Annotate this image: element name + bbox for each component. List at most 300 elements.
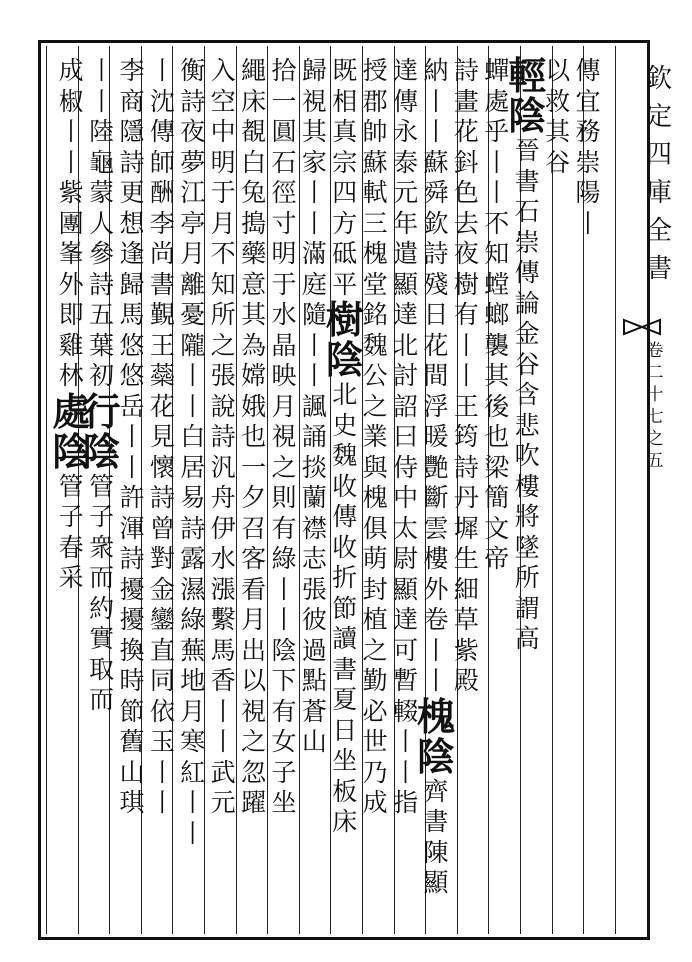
text-char: 明: [271, 239, 297, 268]
margin-char: 之: [646, 429, 664, 449]
text-char: 永: [393, 117, 419, 146]
text-char: 坐: [271, 788, 297, 817]
margin-char: 卷: [646, 341, 664, 361]
text-char: 丨: [210, 727, 236, 756]
text-char: 五: [89, 300, 115, 329]
text-char: 詩: [119, 544, 145, 573]
text-char: 覲: [149, 300, 175, 329]
text-char: 指: [393, 788, 419, 817]
text-char: 月: [180, 239, 206, 268]
heading-char: 陰: [417, 733, 456, 779]
text-char: 視: [271, 422, 297, 451]
text-char: 魏: [332, 441, 358, 470]
text-char: 岳: [119, 391, 145, 421]
text-char: 丨: [149, 56, 175, 85]
text-char: 傳: [393, 86, 419, 116]
text-char: 嫦: [241, 361, 267, 390]
text-char: 志: [301, 544, 327, 573]
text-char: 琪: [119, 788, 145, 817]
text-column-14: [178, 56, 208, 849]
text-char: 丨: [180, 361, 206, 390]
heading-char: 樹: [325, 297, 364, 342]
text-char: 成: [362, 788, 388, 817]
text-char: 中: [210, 117, 236, 146]
text-char: 知: [484, 239, 510, 268]
text-char: 丨: [119, 452, 145, 482]
column-rule: [46, 46, 47, 934]
text-char: 舟: [210, 483, 236, 512]
text-char: 看: [241, 574, 267, 604]
text-char: 論: [514, 288, 540, 318]
text-char: 石: [514, 197, 540, 226]
text-char: 馬: [119, 300, 145, 329]
text-char: 高: [514, 624, 540, 653]
text-char: 墜: [514, 532, 540, 562]
text-char: 掞: [301, 452, 327, 482]
fish-tail-mark-icon: [622, 318, 662, 336]
text-char: 不: [210, 239, 236, 268]
text-char: 色: [453, 178, 479, 207]
text-char: 平: [332, 269, 358, 299]
text-char: 暖: [423, 422, 449, 451]
text-char: 之: [362, 391, 388, 421]
text-char: 子: [271, 757, 297, 787]
text-char: 伊: [210, 513, 236, 543]
text-char: 渾: [119, 513, 145, 543]
text-char: 救: [545, 86, 571, 116]
text-char: 蘂: [149, 361, 175, 390]
text-char: 墀: [453, 513, 479, 543]
text-char: 太: [393, 513, 419, 543]
text-char: 李: [119, 56, 145, 85]
margin-char: 定: [645, 102, 672, 132]
text-char: 詩: [180, 513, 206, 543]
text-char: 丨: [271, 605, 297, 634]
text-char: 悠: [119, 330, 145, 360]
text-char: 泰: [393, 147, 419, 177]
text-char: 書: [149, 269, 175, 299]
text-char: 欽: [423, 208, 449, 238]
text-char: 丨: [149, 757, 175, 787]
text-char: 王: [453, 391, 479, 421]
text-char: 紫: [453, 635, 479, 665]
text-char: 不: [484, 208, 510, 238]
text-char: 鈄: [453, 147, 479, 177]
text-char: 香: [210, 666, 236, 695]
text-char: 于: [210, 178, 236, 207]
text-char: 節: [332, 593, 358, 623]
text-char: 襲: [484, 330, 510, 360]
text-char: 坐: [332, 746, 358, 775]
text-char: 于: [271, 269, 297, 299]
text-char: 詔: [393, 391, 419, 421]
text-char: 一: [271, 86, 297, 116]
text-char: 崇: [575, 147, 601, 177]
text-char: 谷: [545, 147, 571, 177]
text-char: 說: [210, 391, 236, 421]
text-char: 夕: [241, 483, 267, 512]
text-char: 其: [241, 300, 267, 329]
text-char: 月: [271, 391, 297, 421]
text-char: 其: [301, 117, 327, 146]
text-char: 月: [241, 605, 267, 634]
text-char: 之: [362, 635, 388, 665]
text-char: 水: [210, 544, 236, 573]
text-char: 丨: [89, 86, 115, 116]
text-char: 綠: [271, 544, 297, 573]
text-char: 實: [89, 624, 115, 653]
text-column-8: [360, 56, 390, 819]
text-char: 丨: [301, 361, 327, 390]
heading-char: 陰: [82, 428, 121, 474]
text-column-4: [482, 56, 512, 575]
text-char: 歸: [301, 56, 327, 85]
text-char: 白: [180, 422, 206, 451]
text-char: 映: [271, 361, 297, 390]
text-char: 丨: [484, 178, 510, 207]
text-char: 亭: [180, 208, 206, 238]
text-char: 擾: [119, 605, 145, 634]
heading-char: 輕: [508, 53, 547, 98]
text-char: 樓: [514, 471, 540, 501]
text-char: 書: [514, 166, 540, 196]
text-char: 彼: [301, 605, 327, 634]
text-char: 視: [301, 86, 327, 116]
text-char: 簡: [484, 483, 510, 512]
text-char: 花: [423, 330, 449, 360]
text-char: 顯: [393, 269, 419, 299]
text-char: 對: [149, 544, 175, 573]
text-column-18: [52, 56, 91, 594]
text-char: 相: [332, 86, 358, 116]
text-char: 軾: [362, 178, 388, 207]
text-char: 擾: [119, 574, 145, 604]
text-char: 雞: [58, 330, 84, 360]
text-char: 花: [453, 117, 479, 146]
heading-char: 陰: [52, 428, 91, 474]
text-char: 授: [362, 56, 388, 85]
text-char: 直: [149, 635, 175, 665]
text-char: 之: [210, 330, 236, 360]
text-char: 謂: [514, 593, 540, 623]
text-char: 成: [58, 56, 84, 85]
text-char: 也: [484, 422, 510, 451]
text-char: 即: [58, 300, 84, 329]
text-char: 出: [241, 635, 267, 665]
text-char: 取: [89, 654, 115, 684]
text-char: 間: [423, 361, 449, 390]
text-char: 四: [332, 178, 358, 207]
text-char: 乎: [484, 117, 510, 146]
text-char: 知: [210, 269, 236, 299]
text-char: 時: [119, 666, 145, 695]
text-char: 帝: [484, 544, 510, 573]
text-char: 帥: [362, 117, 388, 146]
text-char: 點: [301, 666, 327, 695]
margin-title: [640, 60, 678, 288]
text-char: 地: [180, 666, 206, 695]
text-char: 明: [210, 147, 236, 177]
text-char: 艷: [423, 452, 449, 482]
margin-char: 四: [645, 140, 672, 170]
column-rule: [615, 46, 616, 934]
text-char: 江: [180, 178, 206, 207]
margin-char: 七: [646, 407, 664, 427]
text-char: 輟: [393, 696, 419, 726]
text-char: 襟: [301, 513, 327, 543]
text-char: 蘇: [362, 147, 388, 177]
text-char: 砥: [332, 239, 358, 268]
text-char: 采: [58, 563, 84, 592]
text-char: 換: [119, 635, 145, 665]
text-char: 寸: [271, 208, 297, 238]
text-char: 讀: [332, 624, 358, 653]
text-char: 夜: [453, 239, 479, 268]
text-char: 板: [332, 776, 358, 806]
text-char: 視: [241, 696, 267, 726]
text-char: 所: [210, 300, 236, 329]
text-column-13: [208, 56, 238, 819]
margin-char: 全: [645, 216, 672, 246]
text-char: 丨: [393, 727, 419, 756]
text-char: 丨: [423, 635, 449, 665]
text-char: 傳: [332, 502, 358, 531]
text-char: 必: [362, 696, 388, 726]
text-column-15: [147, 56, 177, 819]
text-char: 隴: [180, 330, 206, 360]
text-char: 丨: [301, 178, 327, 207]
text-char: 丨: [58, 147, 84, 177]
text-char: 晶: [271, 330, 297, 360]
text-char: 節: [119, 696, 145, 726]
text-char: 白: [241, 147, 267, 177]
text-char: 書: [332, 654, 358, 684]
text-char: 銘: [362, 300, 388, 329]
text-char: 依: [149, 696, 175, 726]
text-char: 之: [241, 727, 267, 756]
text-char: 想: [119, 208, 145, 238]
text-char: 卷: [423, 605, 449, 634]
text-char: 以: [241, 666, 267, 695]
text-char: 三: [362, 208, 388, 238]
text-char: 萌: [362, 544, 388, 573]
margin-char: 五: [646, 451, 664, 471]
text-char: 管: [58, 471, 84, 501]
text-char: 尚: [149, 239, 175, 268]
text-char: 歸: [119, 269, 145, 299]
text-char: 梁: [484, 452, 510, 482]
text-char: 達: [393, 56, 419, 85]
text-char: 達: [393, 300, 419, 329]
text-char: 蒼: [301, 696, 327, 726]
text-char: 宗: [332, 147, 358, 177]
text-char: 暫: [393, 666, 419, 695]
text-char: 玉: [149, 727, 175, 756]
text-char: 過: [301, 635, 327, 665]
text-char: 既: [332, 56, 358, 85]
column-rule: [552, 46, 553, 934]
text-char: 花: [149, 391, 175, 421]
text-column-2: [543, 56, 573, 178]
text-char: 詩: [119, 147, 145, 177]
text-column-5: [451, 56, 481, 697]
text-char: 舜: [423, 178, 449, 207]
text-char: 樹: [453, 269, 479, 299]
text-char: 收: [332, 532, 358, 562]
text-char: 詩: [423, 239, 449, 268]
text-char: 外: [423, 574, 449, 604]
text-char: 管: [89, 471, 115, 501]
text-char: 務: [575, 117, 601, 146]
text-char: 則: [271, 483, 297, 512]
text-char: 丨: [453, 330, 479, 360]
text-char: 殿: [453, 666, 479, 695]
text-char: 蘇: [423, 147, 449, 177]
margin-char: 十: [646, 385, 664, 405]
text-column-1: [573, 56, 603, 239]
text-char: 詩: [453, 452, 479, 482]
text-char: 丨: [89, 56, 115, 85]
text-char: 諷: [301, 391, 327, 421]
text-char: 生: [453, 544, 479, 573]
text-char: 史: [332, 410, 358, 440]
text-char: 同: [149, 666, 175, 695]
text-char: 傳: [575, 56, 601, 85]
text-char: 龜: [89, 147, 115, 177]
text-char: 細: [453, 574, 479, 604]
text-char: 顯: [423, 868, 449, 897]
text-char: 收: [332, 471, 358, 501]
text-char: 陽: [575, 178, 601, 207]
text-char: 納: [423, 56, 449, 85]
text-char: 所: [514, 563, 540, 592]
text-char: 丨: [58, 117, 84, 146]
text-char: 綠: [180, 605, 206, 634]
text-char: 丨: [180, 391, 206, 421]
text-char: 女: [271, 727, 297, 756]
text-char: 丨: [210, 696, 236, 726]
text-char: 元: [393, 178, 419, 207]
text-char: 李: [149, 208, 175, 238]
text-char: 子: [58, 502, 84, 531]
text-char: 封: [362, 574, 388, 604]
heading-char: 陰: [325, 337, 364, 382]
text-char: 憂: [180, 300, 206, 329]
text-char: 見: [149, 422, 175, 451]
text-column-9: [325, 56, 364, 838]
text-char: 谷: [514, 349, 540, 379]
text-char: 元: [210, 788, 236, 817]
text-char: 處: [484, 86, 510, 116]
text-char: 子: [89, 502, 115, 531]
text-char: 漲: [210, 574, 236, 604]
text-char: 遣: [393, 239, 419, 268]
text-char: 殘: [423, 269, 449, 299]
text-char: 郡: [362, 86, 388, 116]
text-char: 蘭: [301, 483, 327, 512]
text-char: 藥: [241, 239, 267, 268]
text-char: 張: [210, 361, 236, 390]
text-char: 與: [362, 452, 388, 482]
text-char: 詩: [149, 483, 175, 512]
text-char: 其: [545, 117, 571, 146]
text-char: 丨: [423, 86, 449, 116]
text-char: 繫: [210, 605, 236, 634]
text-char: 客: [241, 544, 267, 573]
text-char: 舊: [119, 727, 145, 756]
text-char: 中: [393, 483, 419, 512]
text-column-17: [82, 56, 121, 716]
text-char: 年: [393, 208, 419, 238]
text-char: 丨: [180, 788, 206, 817]
text-char: 丹: [453, 483, 479, 512]
text-char: 召: [241, 513, 267, 543]
text-char: 槐: [362, 483, 388, 512]
text-char: 日: [423, 300, 449, 329]
text-char: 有: [271, 696, 297, 726]
text-char: 金: [514, 319, 540, 348]
text-char: 螂: [484, 300, 510, 329]
text-char: 詩: [453, 56, 479, 85]
text-char: 吹: [514, 441, 540, 470]
text-char: 詩: [180, 86, 206, 116]
text-char: 折: [332, 563, 358, 592]
text-char: 王: [149, 330, 175, 360]
text-char: 後: [484, 391, 510, 421]
text-char: 也: [241, 422, 267, 451]
text-char: 雲: [423, 513, 449, 543]
text-char: 堂: [362, 269, 388, 299]
margin-char: 庫: [645, 178, 672, 208]
text-char: 春: [58, 532, 84, 562]
text-char: 張: [301, 574, 327, 604]
text-char: 以: [545, 56, 571, 85]
text-char: 丨: [423, 666, 449, 695]
text-char: 畫: [453, 86, 479, 116]
text-char: 悲: [514, 410, 540, 440]
text-char: 忽: [241, 757, 267, 787]
text-char: 家: [301, 147, 327, 177]
text-char: 徑: [271, 178, 297, 207]
text-char: 繩: [241, 56, 267, 85]
text-char: 沈: [149, 86, 175, 116]
text-char: 丨: [180, 818, 206, 848]
text-char: 入: [210, 56, 236, 85]
text-char: 傳: [514, 258, 540, 287]
text-char: 尉: [393, 544, 419, 573]
text-char: 誦: [301, 422, 327, 451]
text-column-11: [269, 56, 299, 819]
text-char: 浮: [423, 391, 449, 421]
text-char: 衡: [180, 56, 206, 85]
text-char: 師: [149, 147, 175, 177]
text-char: 庭: [301, 269, 327, 299]
text-char: 易: [180, 483, 206, 512]
text-char: 夢: [180, 147, 206, 177]
text-char: 一: [241, 452, 267, 482]
text-char: 下: [271, 666, 297, 695]
text-char: 曰: [393, 422, 419, 451]
text-char: 而: [89, 685, 115, 714]
text-char: 崇: [514, 227, 540, 257]
text-char: 覩: [241, 117, 267, 146]
text-char: 公: [362, 361, 388, 390]
text-char: 討: [393, 361, 419, 390]
text-char: 植: [362, 605, 388, 634]
text-char: 衆: [89, 532, 115, 562]
text-char: 鑾: [149, 605, 175, 634]
text-char: 丨: [575, 208, 601, 238]
